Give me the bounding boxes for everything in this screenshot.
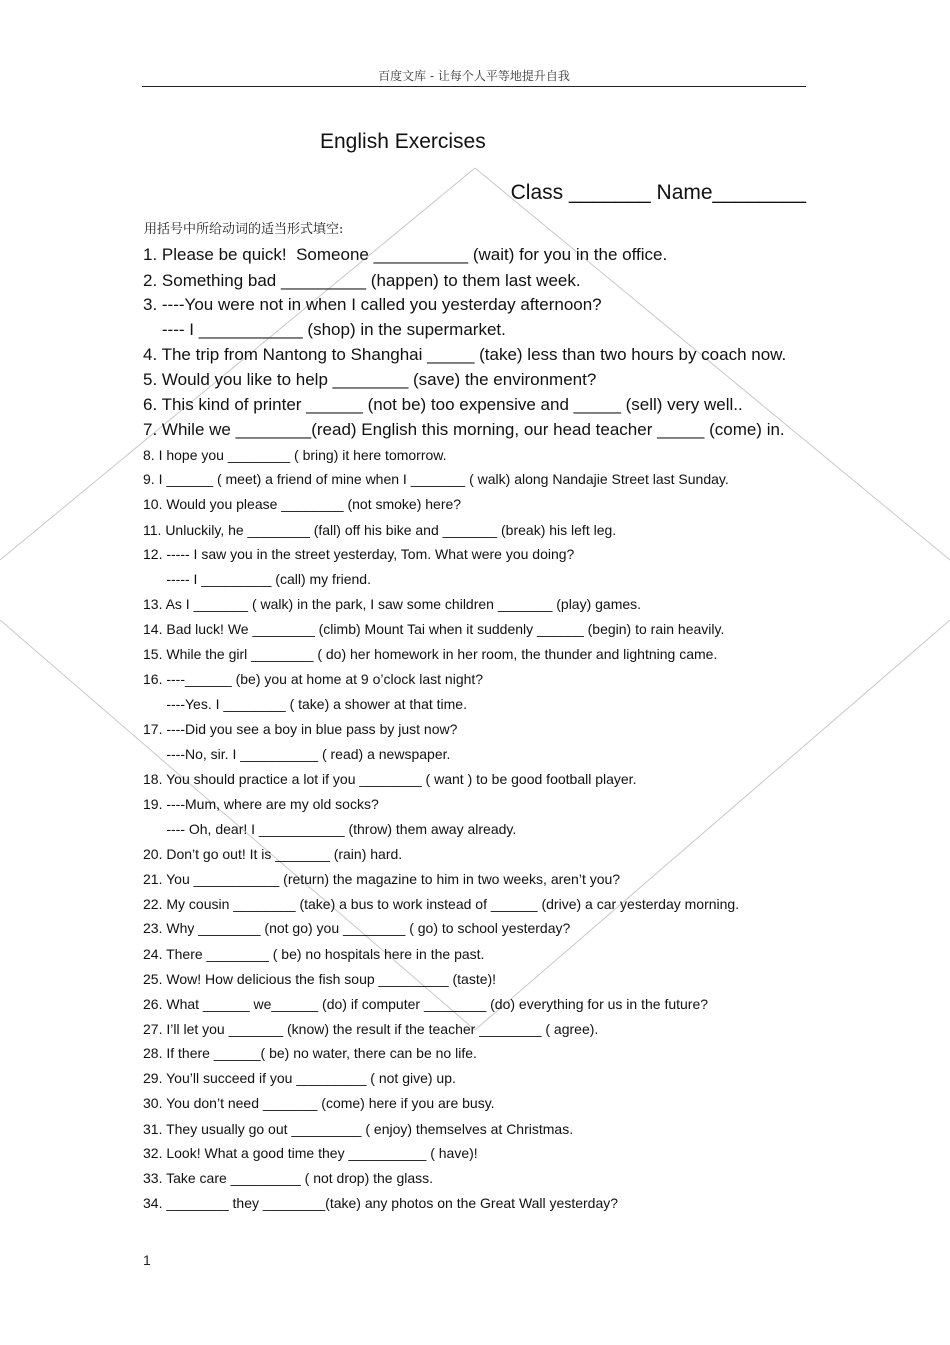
exercise-line: ---- I ___________ (shop) in the supermarket. — [143, 320, 506, 339]
exercise-line: 1. Please be quick! Someone __________ (wait) for you in the office. — [143, 245, 668, 264]
exercise-line: 16. ----______ (be) you at home at 9 o’clock last night? — [143, 671, 484, 687]
exercise-line: 14. Bad luck! We ________ (climb) Mount Tai when it suddenly ______ (begin) to rain heavily. — [143, 621, 725, 637]
exercise-line: 8. I hope you ________ ( bring) it here tomorrow. — [143, 447, 447, 463]
exercise-line: 20. Don’t go out! It is _______ (rain) hard. — [143, 846, 403, 862]
exercise-line: 23. Why ________ (not go) you ________ ( go) to school yesterday? — [143, 920, 571, 936]
exercise-line: 25. Wow! How delicious the fish soup _________ (taste)! — [143, 971, 497, 987]
exercise-line: 33. Take care _________ ( not drop) the glass. — [143, 1170, 434, 1186]
exercise-line: 6. This kind of printer ______ (not be) too expensive and _____ (sell) very well.. — [143, 395, 743, 414]
exercise-line: 15. While the girl ________ ( do) her homework in her room, the thunder and lightning came. — [143, 646, 718, 662]
exercise-line: 12. ----- I saw you in the street yesterday, Tom. What were you doing? — [143, 546, 575, 562]
exercise-line: 27. I’ll let you _______ (know) the result if the teacher ________ ( agree). — [143, 1021, 599, 1037]
class-name-field: Class _______ Name________ — [510, 181, 806, 204]
exercise-line: 17. ----Did you see a boy in blue pass by just now? — [143, 721, 458, 737]
exercise-line: 32. Look! What a good time they __________ ( have)! — [143, 1145, 478, 1161]
exercise-line: 24. There ________ ( be) no hospitals here in the past. — [143, 946, 485, 962]
exercise-line: 22. My cousin ________ (take) a bus to work instead of ______ (drive) a car yesterday morning. — [143, 896, 740, 912]
exercise-line: ----Yes. I ________ ( take) a shower at that time. — [143, 696, 467, 712]
page-number: 1 — [143, 1252, 151, 1268]
page-title: English Exercises — [320, 130, 486, 153]
exercise-line: 28. If there ______( be) no water, there can be no life. — [143, 1045, 477, 1061]
exercise-line: 7. While we ________(read) English this morning, our head teacher _____ (come) in. — [143, 420, 785, 439]
header-divider — [142, 86, 806, 87]
exercise-line: 13. As I _______ ( walk) in the park, I saw some children _______ (play) games. — [143, 596, 642, 612]
exercise-line: 30. You don’t need _______ (come) here if you are busy. — [143, 1095, 495, 1111]
instruction-text: 用括号中所给动词的适当形式填空: — [144, 222, 344, 237]
exercise-line: 34. ________ they ________(take) any photos on the Great Wall yesterday? — [143, 1195, 619, 1211]
page-header: 百度文库 - 让每个人平等地提升自我 — [378, 69, 570, 83]
exercise-line: 19. ----Mum, where are my old socks? — [143, 796, 379, 812]
exercise-line: 5. Would you like to help ________ (save) the environment? — [143, 370, 597, 389]
exercise-line: 29. You’ll succeed if you _________ ( not give) up. — [143, 1070, 456, 1086]
exercise-line: 21. You ___________ (return) the magazine to him in two weeks, aren’t you? — [143, 871, 621, 887]
exercise-line: 31. They usually go out _________ ( enjoy) themselves at Christmas. — [143, 1121, 574, 1137]
exercise-line: 26. What ______ we______ (do) if computer ________ (do) everything for us in the future? — [143, 996, 709, 1012]
exercise-line: ----- I _________ (call) my friend. — [143, 571, 371, 587]
exercise-line: 4. The trip from Nantong to Shanghai _____ (take) less than two hours by coach now. — [143, 345, 787, 364]
exercise-line: 10. Would you please ________ (not smoke) here? — [143, 496, 462, 512]
exercise-line: 3. ----You were not in when I called you yesterday afternoon? — [143, 295, 602, 314]
exercise-line: 18. You should practice a lot if you ________ ( want ) to be good football player. — [143, 771, 637, 787]
exercise-line: ----No, sir. I __________ ( read) a newspaper. — [143, 746, 451, 762]
exercise-line: 9. I ______ ( meet) a friend of mine when I _______ ( walk) along Nandajie Street last Sunday. — [143, 471, 729, 487]
exercise-line: 2. Something bad _________ (happen) to them last week. — [143, 271, 581, 290]
exercise-line: ---- Oh, dear! I ___________ (throw) them away already. — [143, 821, 517, 837]
exercise-line: 11. Unluckily, he ________ (fall) off his bike and _______ (break) his left leg. — [143, 522, 617, 538]
